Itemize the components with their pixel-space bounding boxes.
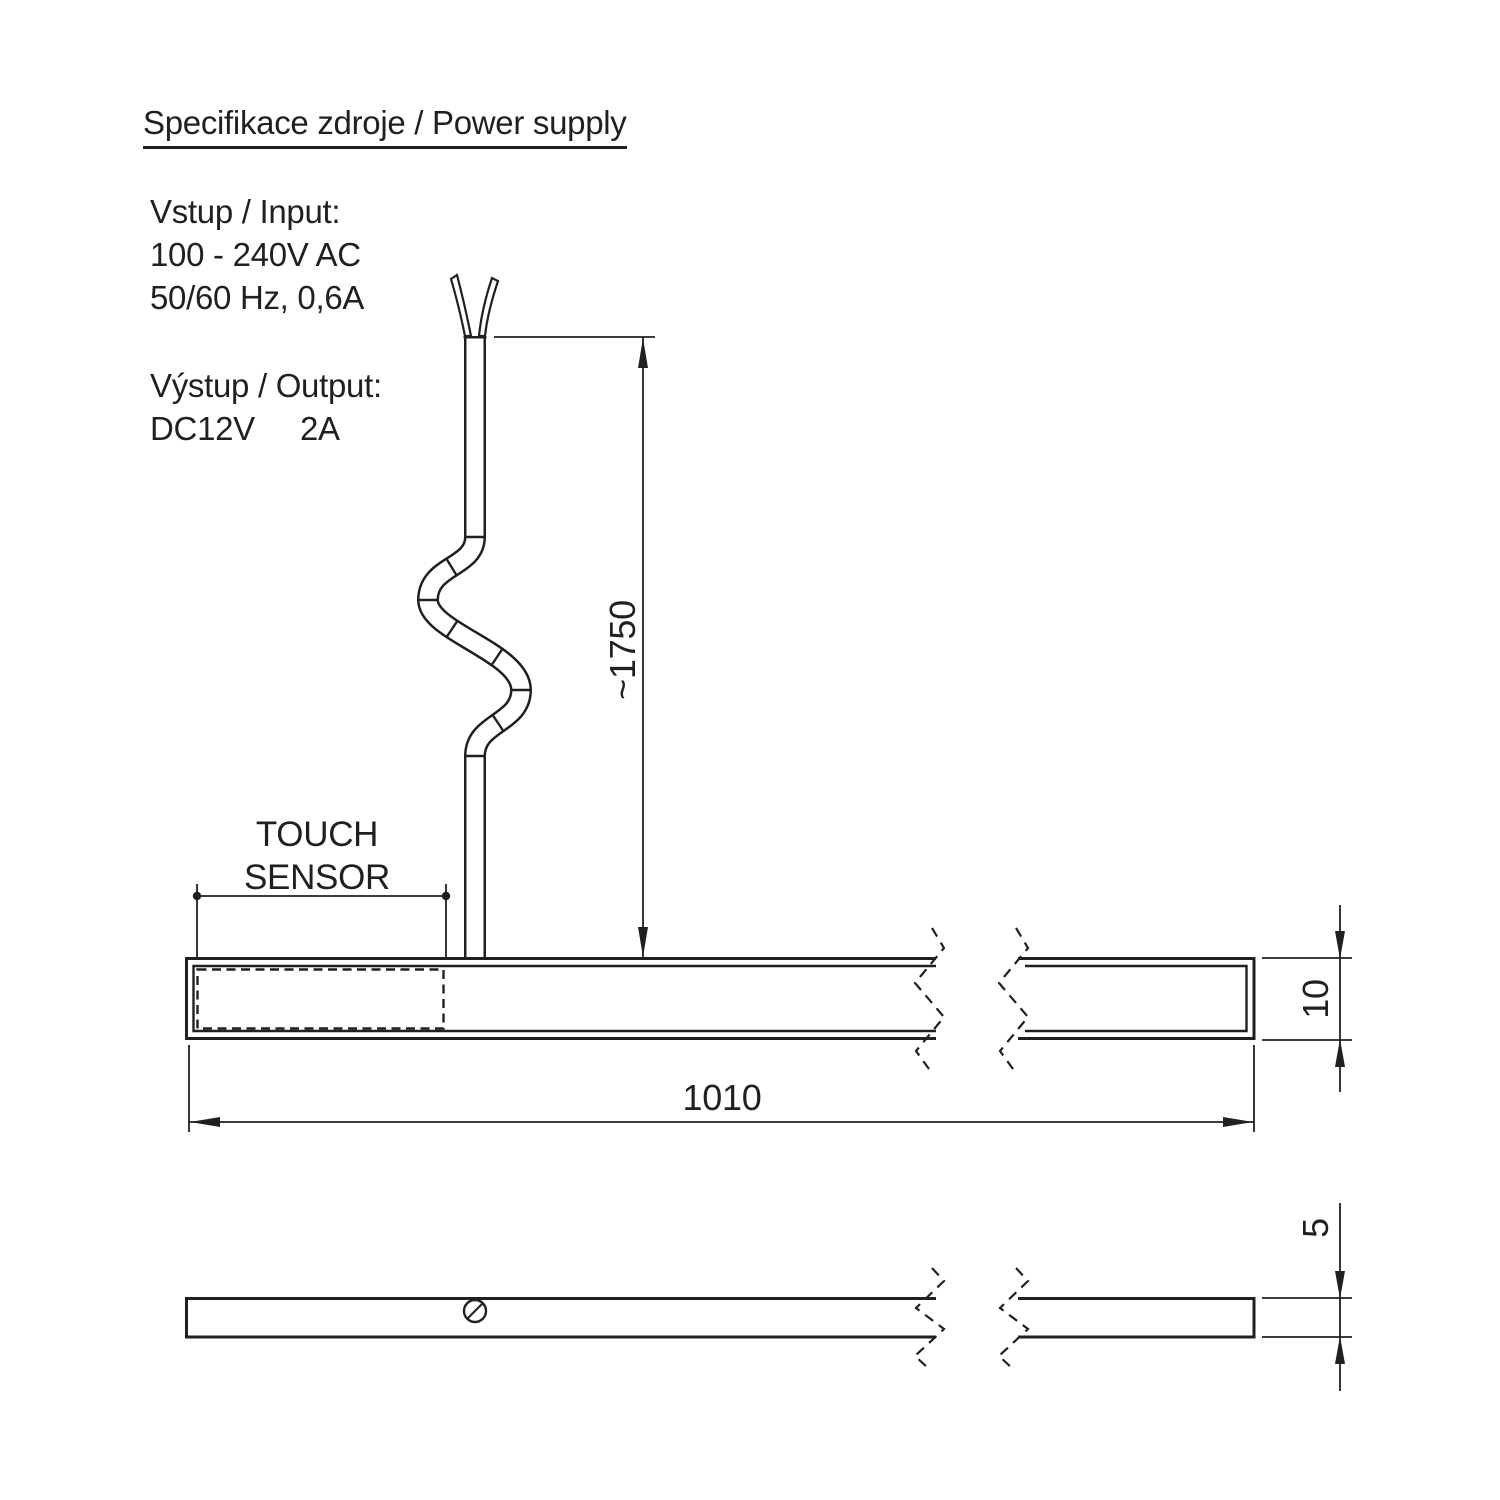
- arrow-down-icon: [638, 927, 648, 957]
- output-voltage: DC12V: [150, 410, 255, 447]
- input-frequency: 50/60 Hz, 0,6A: [150, 279, 365, 316]
- dim-bar-height-value: 10: [1295, 979, 1336, 1019]
- dim-cable-length-value: ~1750: [602, 600, 643, 700]
- bar-right-inner: [1025, 966, 1247, 1031]
- bar-left-inner: [194, 966, 937, 1031]
- break-symbol: [999, 928, 1028, 1069]
- output-current: 2A: [300, 410, 340, 447]
- screw-slot-icon: [468, 1303, 484, 1319]
- arrow-right-icon: [1223, 1117, 1253, 1127]
- input-voltage: 100 - 240V AC: [150, 236, 361, 273]
- arrow-down-icon: [1335, 1271, 1345, 1299]
- cable-jacket-fill: [428, 336, 521, 958]
- bar-front-view: [187, 928, 1255, 1069]
- page-title-text: Specifikace zdroje / Power supply: [143, 104, 627, 149]
- cable-wire-left: [451, 275, 471, 336]
- arrow-up-icon: [1335, 1039, 1345, 1067]
- dim-bar-thickness: [1262, 1203, 1352, 1391]
- arrow-up-icon: [1335, 1336, 1345, 1364]
- dim-bar-height: [1262, 905, 1352, 1092]
- dim-cable-length: [494, 337, 655, 958]
- break-symbol: [915, 928, 944, 1069]
- bar-right-outer: [1018, 959, 1254, 1039]
- bar-bottom-right: [1018, 1299, 1254, 1338]
- touch-sensor-label-line1: TOUCH: [255, 815, 379, 854]
- break-symbol: [915, 1268, 944, 1368]
- bar-bottom-view: [187, 1268, 1255, 1368]
- touch-sensor-dim: [193, 815, 450, 957]
- dim-bar-length-value: 1010: [682, 1077, 762, 1118]
- input-label: Vstup / Input:: [150, 193, 341, 230]
- output-label: Výstup / Output:: [150, 367, 382, 404]
- arrow-left-icon: [190, 1117, 220, 1127]
- cable-wire-right: [479, 278, 498, 336]
- bar-bottom-left: [187, 1299, 937, 1338]
- touch-sensor-label-line2: SENSOR: [243, 858, 391, 897]
- power-cable: [417, 275, 532, 958]
- arrow-up-icon: [638, 338, 648, 368]
- bar-left-outer: [187, 959, 937, 1039]
- dim-bar-length: [189, 1045, 1254, 1132]
- dim-bar-thickness-value: 5: [1295, 1218, 1336, 1238]
- touch-sensor-zone: [198, 970, 444, 1029]
- break-symbol: [999, 1268, 1028, 1368]
- arrow-down-icon: [1335, 931, 1345, 959]
